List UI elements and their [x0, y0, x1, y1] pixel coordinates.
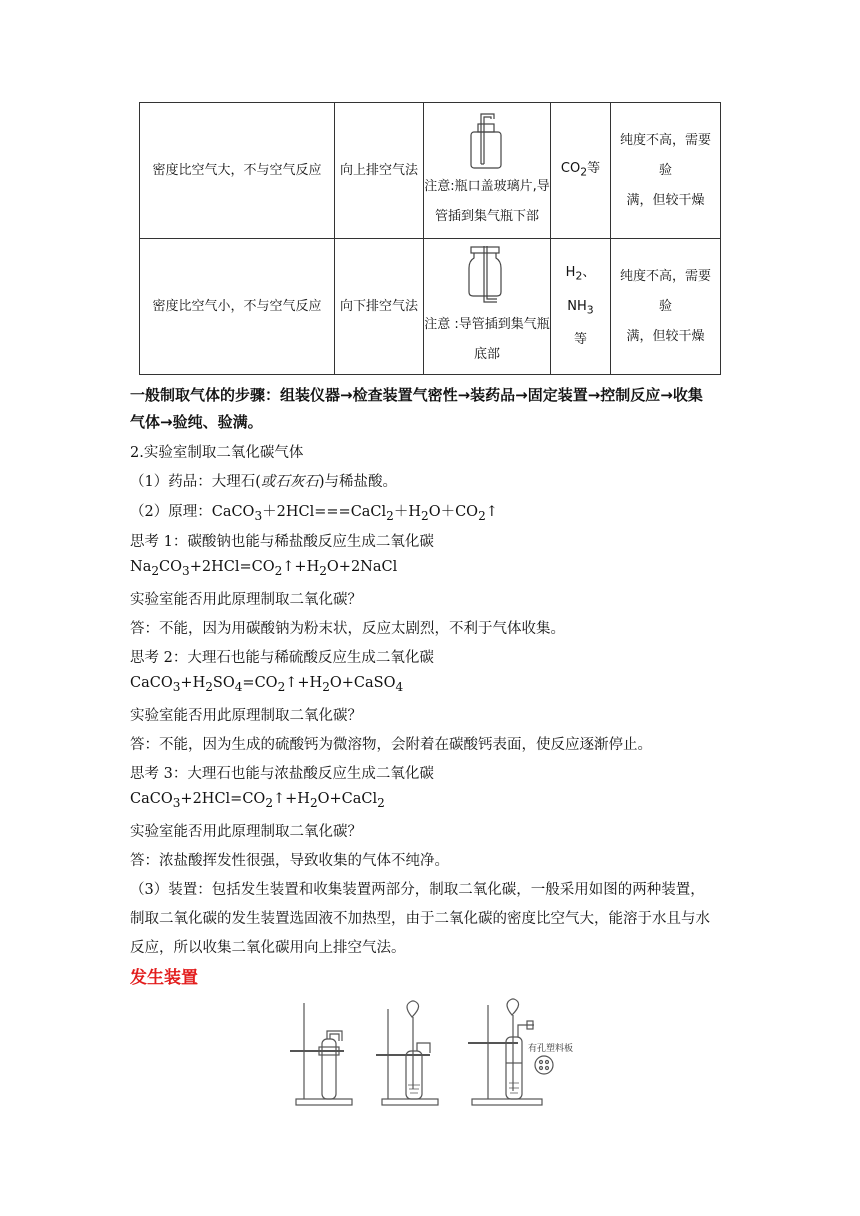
- equation-line: $CaCO_3+H_2SO_4=CO_2↑+H_2O+CaSO_4$: [130, 675, 404, 694]
- gas-formula: $H_2$、$NH_3$: [565, 264, 596, 317]
- co2-generator-apparatus-icon: [282, 995, 582, 1110]
- table-row: [140, 103, 721, 239]
- table-row: [140, 239, 721, 375]
- remark-line: 纯度不高，需要验: [619, 132, 711, 178]
- think-ask: 实验室能否用此原理制取二氧化碳？: [130, 824, 362, 840]
- device-paragraph-line: （3）装置：包括发生装置和收集装置两部分，制取二氧化碳，一般采用如图的两种装置，: [130, 882, 705, 898]
- equation-line: $CaCO_3+2HCl=CO_2↑+H_2O+CaCl_2$: [130, 791, 385, 810]
- principle-line: （2）原理：$CaCO_3+2HCl===CaCl_2+H_2O+CO_2↑$: [130, 504, 498, 523]
- device-paragraph-line: 制取二氧化碳的发生装置选固液不加热型，由于二氧化碳的密度比空气大，能溶于水且与水: [130, 911, 710, 927]
- downward-air-collection-bottle-icon: [457, 244, 517, 310]
- device-note-line: 注意 :导管插到集气瓶: [424, 316, 550, 332]
- device-note-line: 注意:瓶口盖玻璃片,导: [424, 178, 550, 194]
- property-cell: 密度比空气小，不与空气反应: [140, 239, 335, 375]
- remark-line: 满，但较干燥: [626, 328, 705, 344]
- equation-line: $Na_2CO_3+2HCl=CO_2↑+H_2O+2NaCl$: [130, 559, 398, 578]
- gas-formula: $CO_2$等: [560, 160, 601, 179]
- device-paragraph-line: 反应，所以收集二氧化碳用向上排空气法。: [130, 940, 406, 956]
- steps-line: 一般制取气体的步骤：组装仪器→检查装置气密性→装药品→固定装置→控制反应→收集: [130, 386, 703, 404]
- gas-formula-suffix: 等: [573, 332, 587, 348]
- drug-line: （1）药品：大理石(或石灰石)与稀盐酸。: [130, 474, 398, 490]
- remark-cell: [611, 239, 721, 375]
- device-note-line: 管插到集气瓶下部: [434, 208, 539, 224]
- device-cell: [424, 103, 551, 239]
- gas-cell: [551, 103, 611, 239]
- remark-cell: [611, 103, 721, 239]
- gas-cell: [551, 239, 611, 375]
- figure-label: 有孔塑料板: [528, 1044, 574, 1054]
- think-answer: 答：不能，因为生成的硫酸钙为微溶物，会附着在碳酸钙表面，使反应逐渐停止。: [130, 737, 652, 753]
- steps-line: 气体→验纯、验满。: [130, 413, 263, 431]
- remark-line: 纯度不高，需要验: [619, 268, 711, 314]
- think-answer: 答：不能，因为用碳酸钠为粉末状，反应太剧烈，不利于气体收集。: [130, 621, 565, 637]
- device-cell: [424, 239, 551, 375]
- think-answer: 答：浓盐酸挥发性很强，导致收集的气体不纯净。: [130, 853, 449, 869]
- device-note-line: 底部: [473, 346, 500, 362]
- think-question: 思考 1：碳酸钠也能与稀盐酸反应生成二氧化碳: [130, 534, 434, 550]
- think-question: 思考 2：大理石也能与稀硫酸反应生成二氧化碳: [130, 650, 434, 666]
- method-cell: 向上排空气法: [335, 103, 424, 239]
- section-title: 2.实验室制取二氧化碳气体: [130, 445, 304, 461]
- think-ask: 实验室能否用此原理制取二氧化碳？: [130, 708, 362, 724]
- figure-heading: 发生装置: [130, 968, 198, 988]
- property-cell: 密度比空气大，不与空气反应: [140, 103, 335, 239]
- gas-collection-table: [139, 102, 721, 375]
- upward-air-collection-bottle-icon: [457, 110, 517, 172]
- method-cell: 向下排空气法: [335, 239, 424, 375]
- think-ask: 实验室能否用此原理制取二氧化碳？: [130, 592, 362, 608]
- remark-line: 满，但较干燥: [626, 192, 705, 208]
- think-question: 思考 3：大理石也能与浓盐酸反应生成二氧化碳: [130, 766, 434, 782]
